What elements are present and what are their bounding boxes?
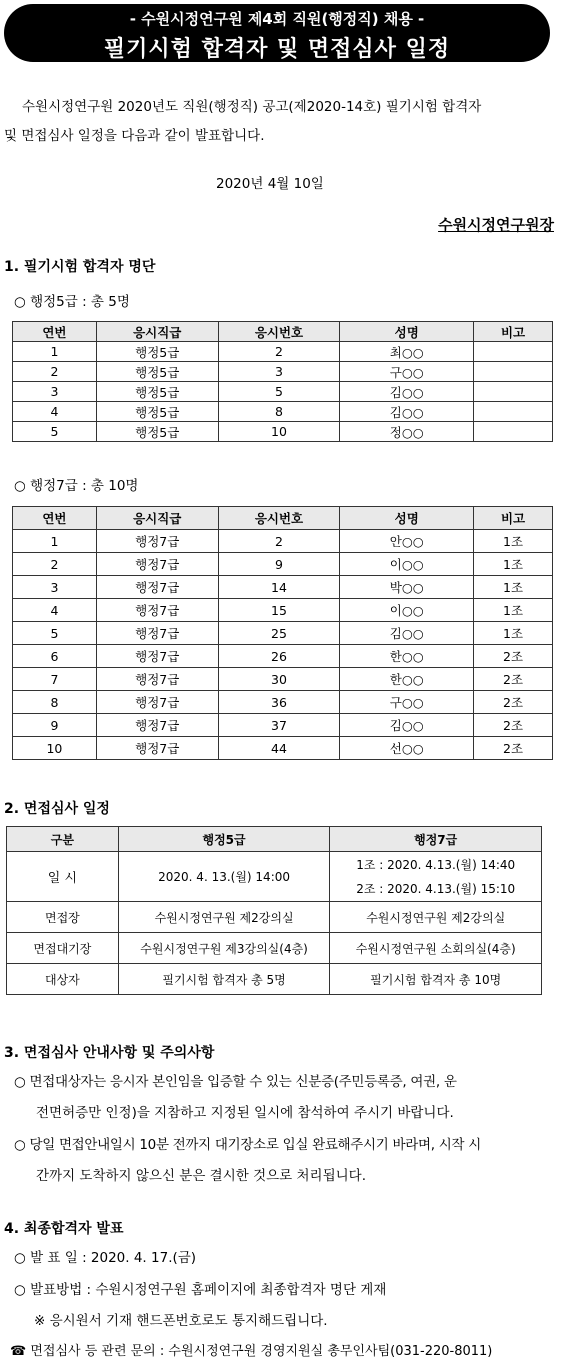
table-row	[7, 933, 542, 964]
header-cell: 성명	[340, 507, 474, 530]
table-row	[13, 362, 553, 382]
cell: 9	[218, 553, 340, 576]
cell: 4	[13, 599, 97, 622]
header-cell: 성명	[340, 322, 474, 342]
cell: 행정7급	[96, 714, 218, 737]
cell: 필기시험 합격자 총 10명	[330, 964, 542, 995]
cell: 행정5급	[96, 402, 218, 422]
cell: 이○○	[340, 599, 474, 622]
cell: 3	[218, 362, 340, 382]
table-row	[13, 622, 553, 645]
cell: 2조	[474, 691, 553, 714]
header-cell: 응시번호	[218, 322, 340, 342]
cell: 행정7급	[96, 645, 218, 668]
table-row	[13, 645, 553, 668]
cell: 행정7급	[96, 553, 218, 576]
notice-item-1-line-2: 전면허증만 인정)을 지참하고 지정된 일시에 참석하여 주시기 바랍니다.	[36, 1105, 454, 1121]
cell: 행정5급	[96, 362, 218, 382]
grade7-label: ○ 행정7급 : 총 10명	[14, 478, 139, 494]
grade5-table	[12, 321, 553, 442]
notice-item-2-line-2: 간까지 도착하지 않으신 분은 결시한 것으로 처리됩니다.	[36, 1168, 366, 1184]
cell: 36	[218, 691, 340, 714]
cell: 행정7급	[96, 530, 218, 553]
cell: 1조	[474, 622, 553, 645]
table-row	[13, 422, 553, 442]
cell: 선○○	[340, 737, 474, 760]
cell: 1	[13, 530, 97, 553]
header-cell: 응시직급	[96, 507, 218, 530]
cell	[474, 342, 553, 362]
cell: 한○○	[340, 645, 474, 668]
cell: 3	[13, 576, 97, 599]
header-cell: 비고	[474, 322, 553, 342]
notice-item-1-line-1: ○ 면접대상자는 응시자 본인임을 입증할 수 있는 신분증(주민등록증, 여권, 운	[14, 1074, 457, 1090]
table-row	[13, 382, 553, 402]
section3-heading: 3. 면접심사 안내사항 및 주의사항	[4, 1045, 215, 1061]
header-cell: 응시번호	[218, 507, 340, 530]
cell: 김○○	[340, 622, 474, 645]
intro-line-2: 및 면접심사 일정을 다음과 같이 발표합니다.	[4, 128, 265, 144]
table-row	[13, 402, 553, 422]
grade5-label: ○ 행정5급 : 총 5명	[14, 294, 130, 310]
header-cell: 행정7급	[330, 827, 542, 852]
cell: 2	[13, 362, 97, 382]
cell: 37	[218, 714, 340, 737]
cell: 행정5급	[96, 422, 218, 442]
cell: 10	[218, 422, 340, 442]
cell: 25	[218, 622, 340, 645]
table-row	[13, 576, 553, 599]
table-row	[13, 714, 553, 737]
cell: 행정7급	[96, 691, 218, 714]
cell: 4	[13, 402, 97, 422]
cell: 2	[218, 530, 340, 553]
header-cell: 연번	[13, 322, 97, 342]
table-row	[13, 553, 553, 576]
cell: 2	[218, 342, 340, 362]
cell: 김○○	[340, 382, 474, 402]
cell: 행정7급	[96, 622, 218, 645]
table-header-row	[13, 507, 553, 530]
cell: 필기시험 합격자 총 5명	[118, 964, 330, 995]
table-header-row	[13, 322, 553, 342]
header-cell: 응시직급	[96, 322, 218, 342]
cell: 2조	[474, 714, 553, 737]
cell: 1조	[474, 530, 553, 553]
cell: 1조	[474, 553, 553, 576]
grade7-table	[12, 506, 553, 760]
cell: 2조	[474, 737, 553, 760]
cell: 구○○	[340, 362, 474, 382]
cell: 44	[218, 737, 340, 760]
cell	[474, 422, 553, 442]
cell: 1	[13, 342, 97, 362]
cell: 14	[218, 576, 340, 599]
cell: 최○○	[340, 342, 474, 362]
cell: 면접대기장	[7, 933, 119, 964]
g5-datetime: 2020. 4. 13.(월) 14:00	[118, 852, 330, 902]
section2-heading: 2. 면접심사 일정	[4, 801, 110, 817]
section4-heading: 4. 최종합격자 발표	[4, 1221, 124, 1237]
cell: 대상자	[7, 964, 119, 995]
cell: 26	[218, 645, 340, 668]
announcement-date-line: ○ 발 표 일 : 2020. 4. 17.(금)	[14, 1250, 197, 1266]
table-row	[7, 852, 542, 902]
table-header-row	[7, 827, 542, 852]
table-row	[13, 691, 553, 714]
table-row	[13, 737, 553, 760]
cell: 정○○	[340, 422, 474, 442]
cell: 2조	[474, 668, 553, 691]
cell	[474, 382, 553, 402]
contact-line: ☎ 면접심사 등 관련 문의 : 수원시정연구원 경영지원실 총무인사팀(031-220-8011)	[10, 1344, 493, 1359]
table-row	[13, 668, 553, 691]
header-cell: 행정5급	[118, 827, 330, 852]
cell: 9	[13, 714, 97, 737]
cell: 이○○	[340, 553, 474, 576]
table-row	[7, 902, 542, 933]
cell: 6	[13, 645, 97, 668]
cell: 구○○	[340, 691, 474, 714]
header-cell: 비고	[474, 507, 553, 530]
cell: 한○○	[340, 668, 474, 691]
cell: 10	[13, 737, 97, 760]
cell: 15	[218, 599, 340, 622]
announcement-date: 2020년 4월 10일	[216, 176, 324, 192]
cell: 30	[218, 668, 340, 691]
cell: 행정7급	[96, 737, 218, 760]
cell: 수원시정연구원 소회의실(4층)	[330, 933, 542, 964]
intro-line-1: 수원시정연구원 2020년도 직원(행정직) 공고(제2020-14호) 필기시험 합격자	[22, 99, 482, 115]
notice-item-2-line-1: ○ 당일 면접안내일시 10분 전까지 대기장소로 입실 완료해주시기 바라며, 시작 시	[14, 1137, 481, 1153]
cell: 김○○	[340, 714, 474, 737]
cell	[474, 362, 553, 382]
table-row	[7, 964, 542, 995]
banner-subtitle: - 수원시정연구원 제4회 직원(행정직) 채용 -	[129, 10, 425, 28]
cell: 수원시정연구원 제2강의실	[118, 902, 330, 933]
cell: 김○○	[340, 402, 474, 422]
cell	[474, 402, 553, 422]
cell: 8	[13, 691, 97, 714]
issuer: 수원시정연구원장	[438, 216, 554, 234]
cell: 박○○	[340, 576, 474, 599]
announcement-method-line: ○ 발표방법 : 수원시정연구원 홈페이지에 최종합격자 명단 게재	[14, 1282, 387, 1298]
header-cell: 연번	[13, 507, 97, 530]
cell: 8	[218, 402, 340, 422]
table-row	[13, 342, 553, 362]
cell: 수원시정연구원 제3강의실(4층)	[118, 933, 330, 964]
cell: 1조	[474, 599, 553, 622]
cell: 7	[13, 668, 97, 691]
g7-datetime-2: 2조 : 2020. 4.13.(월) 15:10	[356, 881, 516, 896]
cell: 2	[13, 553, 97, 576]
cell: 1조	[474, 576, 553, 599]
cell: 2조	[474, 645, 553, 668]
cell: 행정7급	[96, 576, 218, 599]
cell: 3	[13, 382, 97, 402]
title-banner	[4, 4, 550, 62]
header-cell: 구분	[7, 827, 119, 852]
notification-note: ※ 응시원서 기재 핸드폰번호로도 통지해드립니다.	[34, 1313, 328, 1329]
cell: 행정7급	[96, 599, 218, 622]
cell: 5	[218, 382, 340, 402]
table-row	[13, 530, 553, 553]
datetime-label: 일 시	[7, 852, 119, 902]
cell: 5	[13, 622, 97, 645]
cell: 행정7급	[96, 668, 218, 691]
cell: 수원시정연구원 제2강의실	[330, 902, 542, 933]
cell: 행정5급	[96, 382, 218, 402]
cell: 안○○	[340, 530, 474, 553]
section1-heading: 1. 필기시험 합격자 명단	[4, 259, 156, 275]
cell: 행정5급	[96, 342, 218, 362]
table-row	[13, 599, 553, 622]
banner-title: 필기시험 합격자 및 면접심사 일정	[103, 37, 451, 62]
g7-datetime	[330, 852, 542, 902]
cell: 면접장	[7, 902, 119, 933]
interview-schedule-table	[6, 826, 542, 995]
cell: 5	[13, 422, 97, 442]
g7-datetime-1: 1조 : 2020. 4.13.(월) 14:40	[356, 857, 516, 872]
